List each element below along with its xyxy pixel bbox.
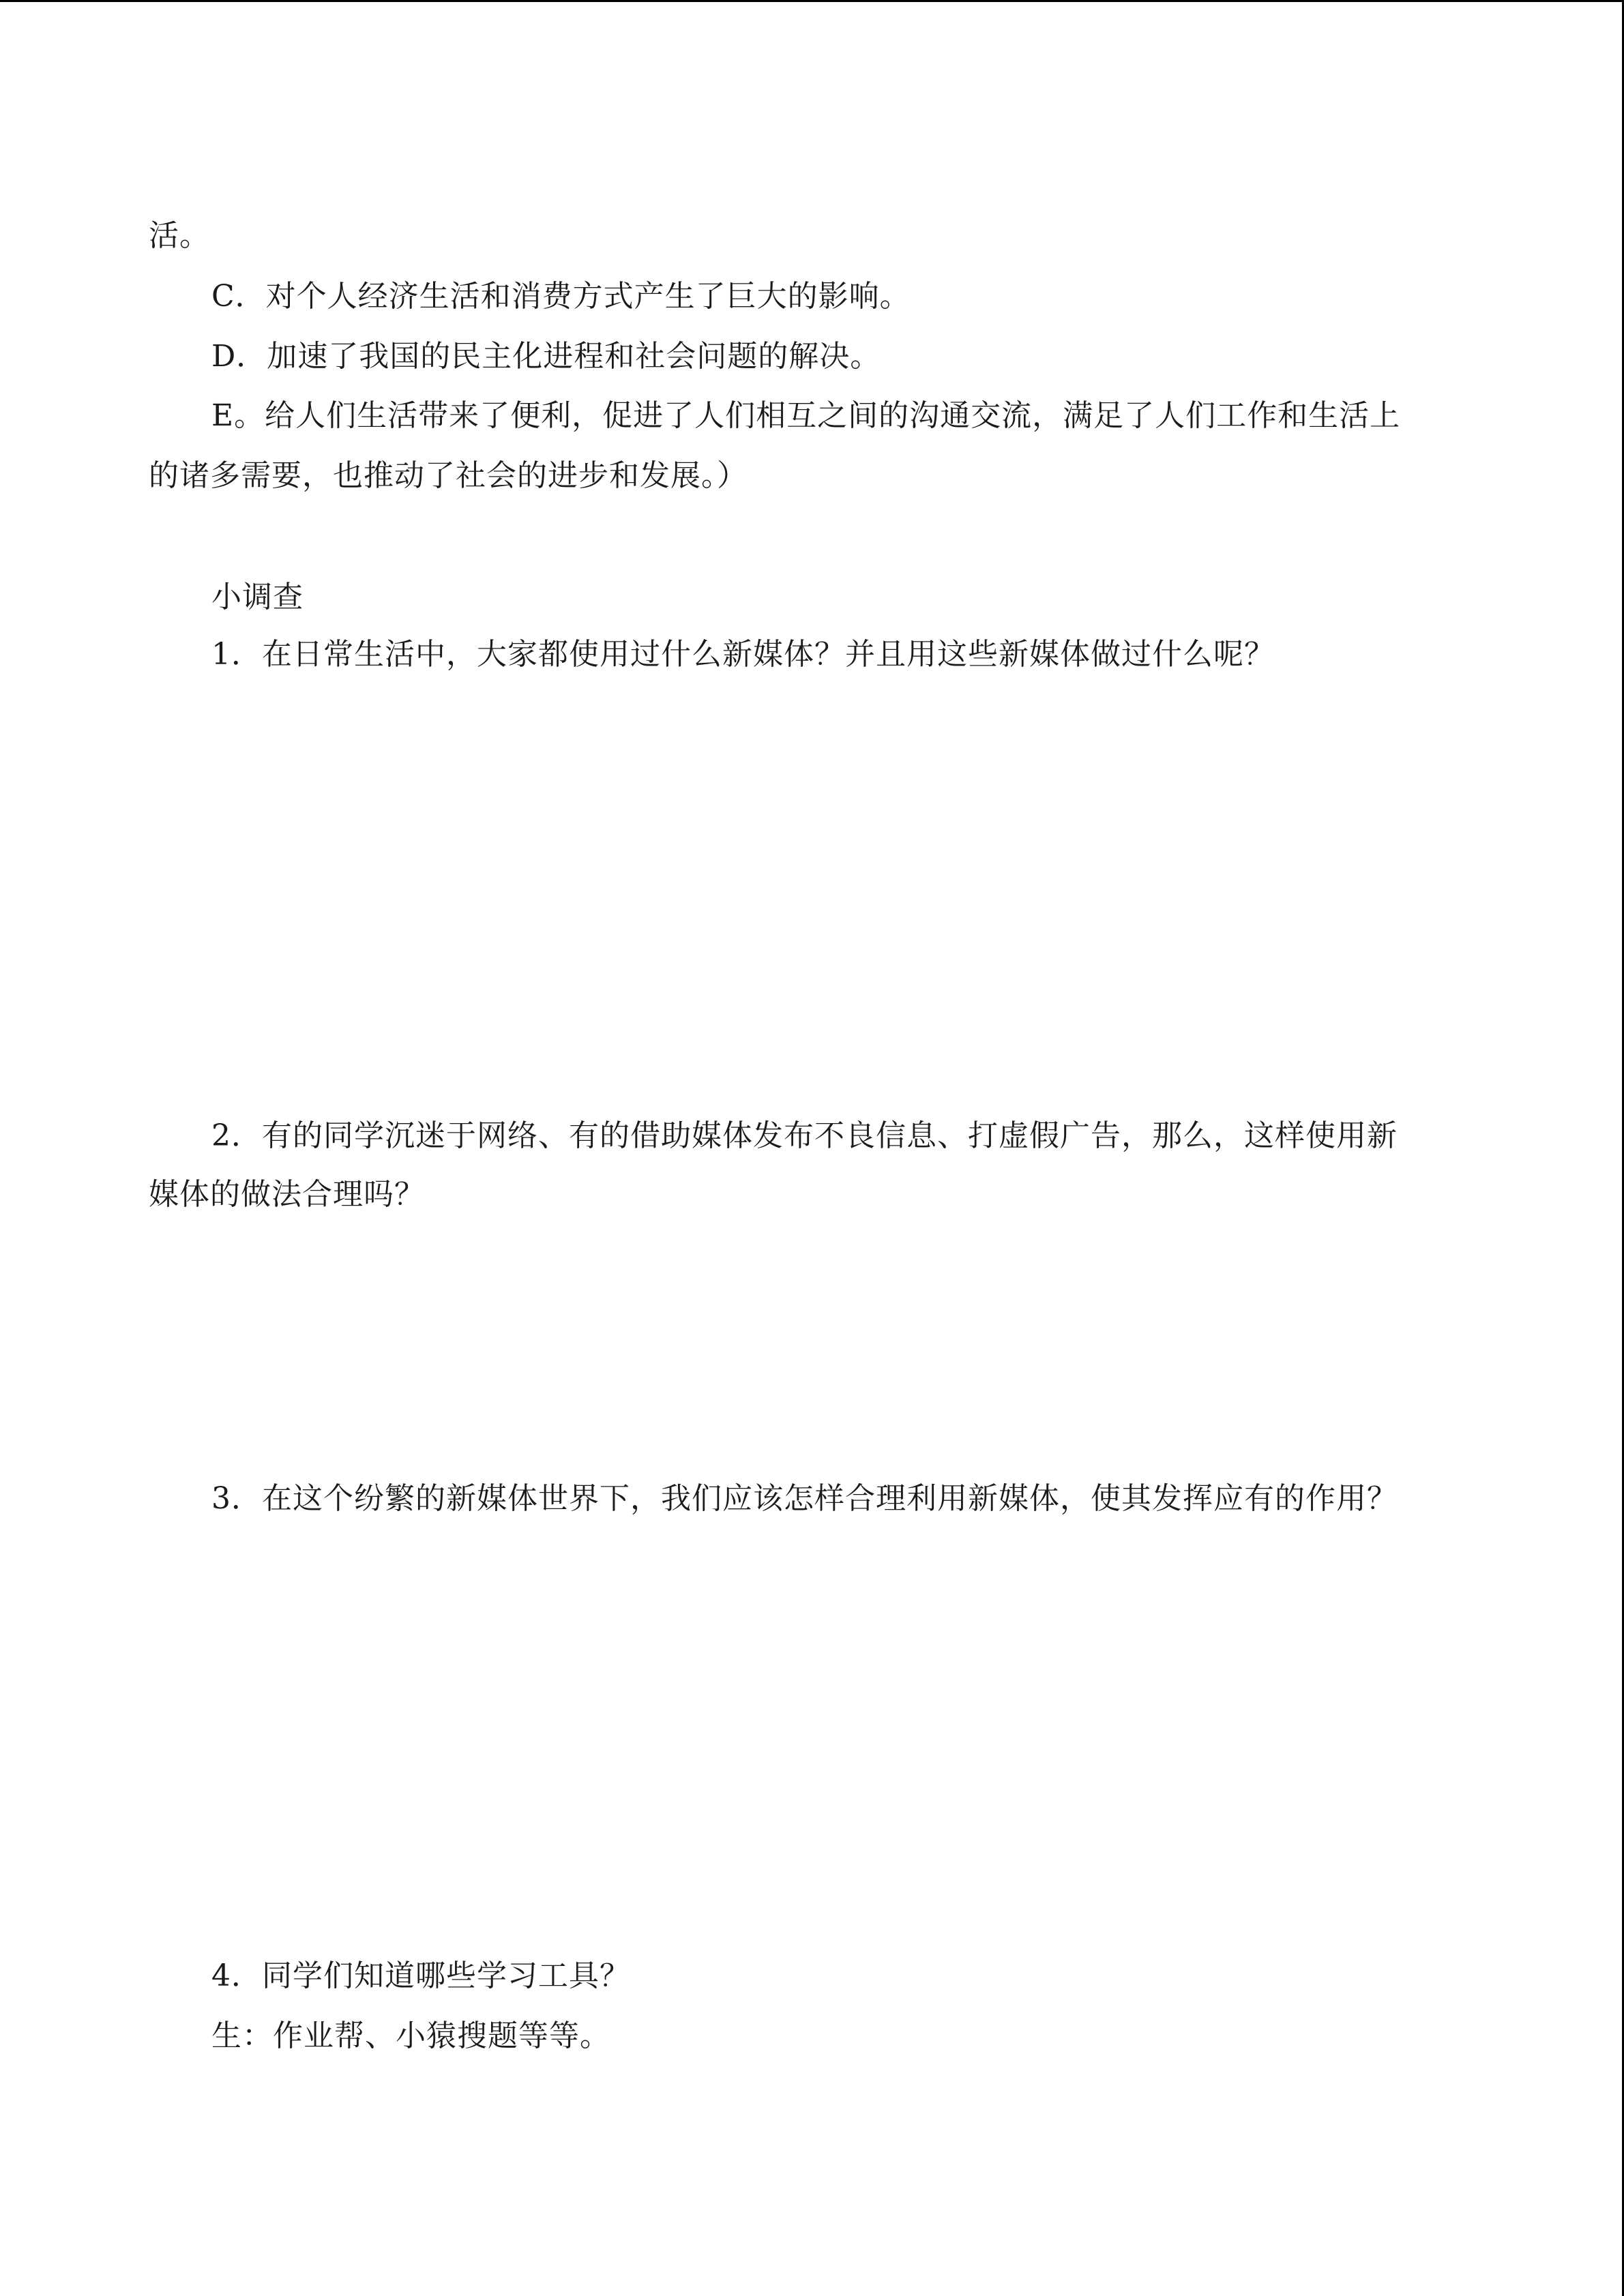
option-c: C．对个人经济生活和消费方式产生了巨大的影响。 xyxy=(211,279,911,314)
option-e-line2: 的诸多需要，也推动了社会的进步和发展。） xyxy=(149,458,748,493)
answer-4: 生：作业帮、小猿搜题等等。 xyxy=(211,2018,610,2053)
option-d: D．加速了我国的民主化进程和社会问题的解决。 xyxy=(211,339,881,374)
previous-paragraph-tail: 活。 xyxy=(149,218,210,253)
question-3: 3．在这个纷繁的新媒体世界下，我们应该怎样合理利用新媒体，使其发挥应有的作用？ xyxy=(211,1481,1398,1516)
section-heading: 小调查 xyxy=(211,580,304,614)
question-1: 1．在日常生活中，大家都使用过什么新媒体？并且用这些新媒体做过什么呢？ xyxy=(211,637,1275,672)
question-2-line2: 媒体的做法合理吗？ xyxy=(149,1177,425,1212)
page-top-border xyxy=(0,0,1624,2)
question-4: 4．同学们知道哪些学习工具？ xyxy=(211,1958,630,1993)
question-2-line1: 2．有的同学沉迷于网络、有的借助媒体发布不良信息、打虚假广告，那么，这样使用新 xyxy=(211,1118,1398,1153)
option-e-line1: E。给人们生活带来了便利，促进了人们相互之间的沟通交流，满足了人们工作和生活上 xyxy=(211,398,1401,433)
